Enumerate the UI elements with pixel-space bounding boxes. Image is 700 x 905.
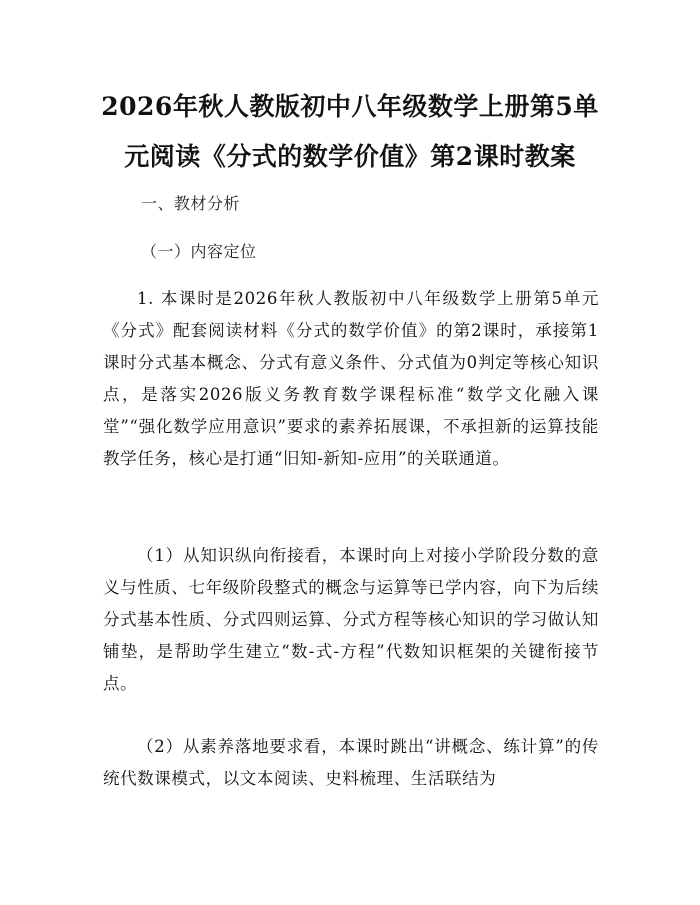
paragraph-content-positioning: 1. 本课时是2026年秋人教版初中八年级数学上册第5单元《分式》配套阅读材料《分式的数学价值》的第2课时，承接第1课时分式基本概念、分式有意义条件、分式值为0判定等核心知识点，是落实2026版义务教育数学课程标准“数学文化融入课堂”“强化数学应用意识”要求的素养拓展课，不承担新的运算技能教学任务，核心是打通“旧知-新知-应用”的关联通道。 [103, 289, 599, 468]
subsection-heading: （一）内容定位 [141, 242, 257, 261]
section-heading: 一、教材分析 [141, 194, 241, 213]
paragraph-literacy-requirement: （2）从素养落地要求看，本课时跳出“讲概念、练计算”的传统代数课模式，以文本阅读、史料梳理、生活联结为 [103, 737, 599, 788]
document-title: 2026年秋人教版初中八年级数学上册第5单元阅读《分式的数学价值》第2课时教案 [101, 92, 599, 171]
paragraph-knowledge-connection: （1）从知识纵向衔接看，本课时向上对接小学阶段分数的意义与性质、七年级阶段整式的概念与运算等已学内容，向下为后续分式基本性质、分式四则运算、分式方程等核心知识的学习做认知铺垫，是帮助学生建立“数-式-方程”代数知识框架的关键衔接节点。 [103, 546, 599, 693]
